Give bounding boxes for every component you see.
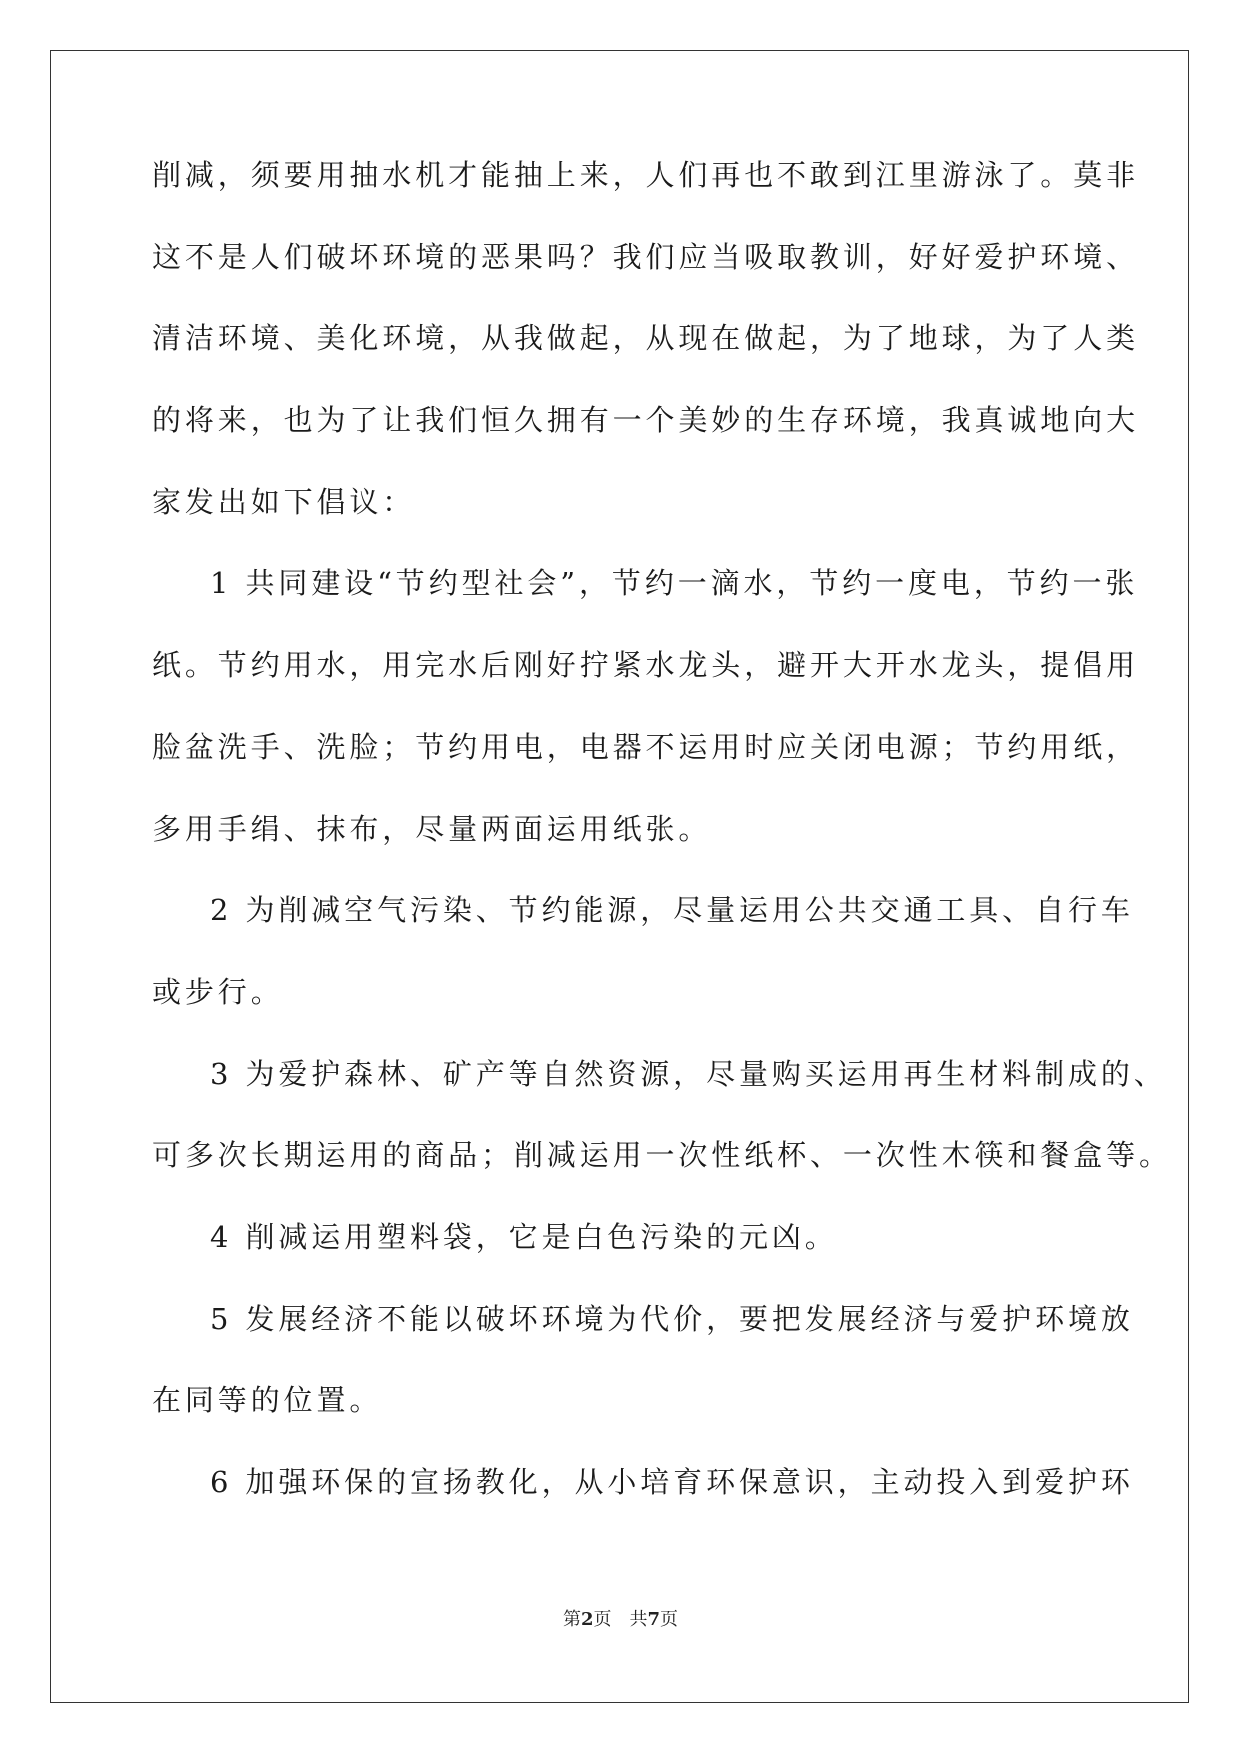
text-line: 多用手绢、抹布，尽量两面运用纸张。: [152, 811, 712, 846]
text-line: 家发出如下倡议：: [152, 484, 416, 519]
text-line: 或步行。: [152, 974, 284, 1009]
total-pages: 7: [647, 1609, 661, 1630]
page-suffix: 页: [593, 1609, 612, 1630]
total-prefix: 共: [629, 1609, 648, 1630]
page-footer: [0, 1605, 1241, 1631]
text-line: 2 为削减空气污染、节约能源，尽量运用公共交通工具、自行车: [210, 893, 1134, 928]
text-line: 6 加强环保的宣扬教化，从小培育环保意识，主动投入到爱护环: [210, 1465, 1134, 1499]
document-body: [152, 155, 1172, 1544]
text-line: 清洁环境、美化环境，从我做起，从现在做起，为了地球，为了人类: [152, 321, 1140, 356]
page-prefix: 第: [562, 1609, 581, 1630]
text-line: 这不是人们破坏环境的恶果吗？我们应当吸取教训，好好爱护环境、: [152, 239, 1140, 274]
total-suffix: 页: [660, 1609, 679, 1630]
text-line: 的将来，也为了让我们恒久拥有一个美妙的生存环境，我真诚地向大: [152, 403, 1140, 438]
text-line: 3 为爱护森林、矿产等自然资源，尽量购买运用再生材料制成的、: [210, 1056, 1167, 1091]
text-line: 4 削减运用塑料袋，它是白色污染的元凶。: [210, 1219, 838, 1254]
text-line: 5 发展经济不能以破坏环境为代价，要把发展经济与爱护环境放: [210, 1301, 1134, 1336]
text-line: 1 共同建设“节约型社会”，节约一滴水，节约一度电，节约一张: [210, 566, 1139, 601]
text-line: 可多次长期运用的商品；削减运用一次性纸杯、一次性木筷和餐盒等。: [152, 1138, 1172, 1173]
text-line: 在同等的位置。: [152, 1383, 383, 1418]
text-line: 纸。节约用水，用完水后刚好拧紧水龙头，避开大开水龙头，提倡用: [152, 648, 1140, 683]
page-number: 2: [580, 1609, 594, 1630]
text-line: 脸盆洗手、洗脸；节约用电，电器不运用时应关闭电源；节约用纸，: [152, 729, 1140, 764]
text-line: 削减，须要用抽水机才能抽上来，人们再也不敢到江里游泳了。莫非: [152, 158, 1140, 192]
